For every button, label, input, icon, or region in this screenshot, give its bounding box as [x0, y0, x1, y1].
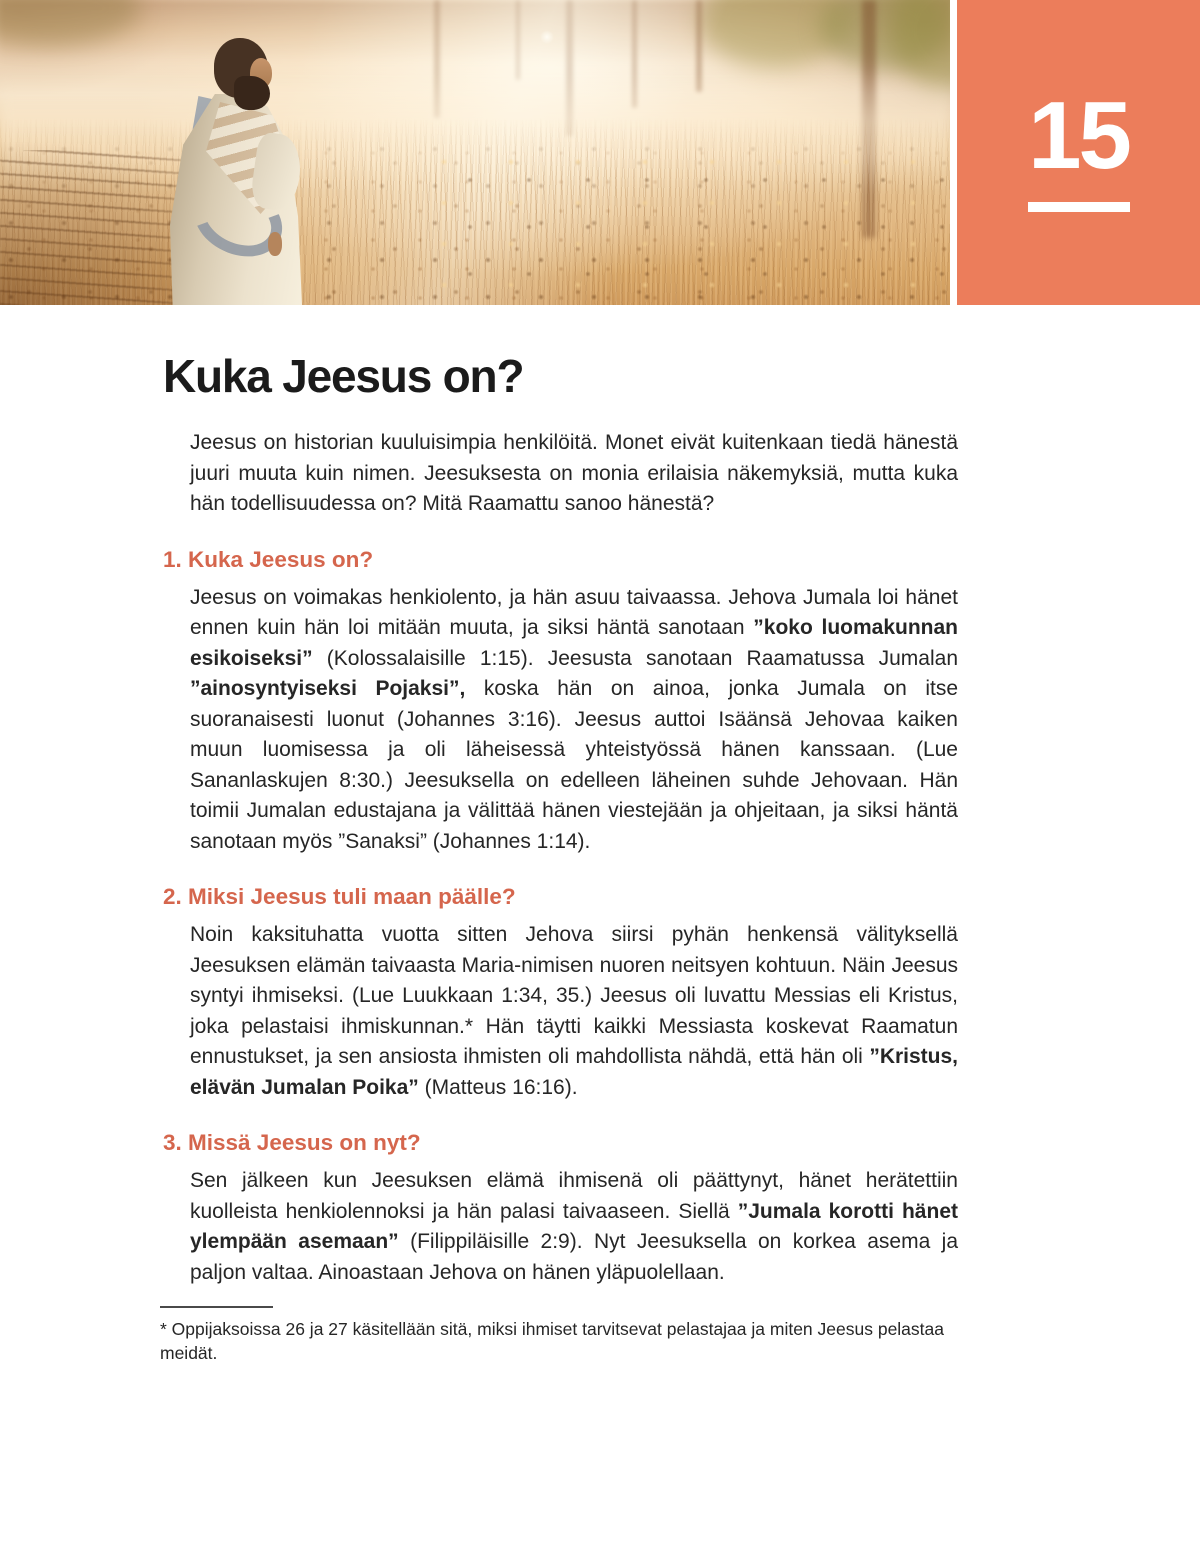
section-1-heading: 1. Kuka Jeesus on? — [163, 546, 374, 572]
chapter-underline — [1028, 202, 1130, 212]
beard — [234, 76, 270, 110]
section-3-paragraph: Sen jälkeen kun Jeesuksen elämä ihmisenä oli päättynyt, hänet herätettiin kuolleista henkiolennoksi ja hän palasi taivaaseen. Siellä ”Jumala korotti hänet ylempään asemaan” (Filippiläisille 2:9). Nyt Jeesuksella on korkea asema ja paljon valtaa. Ainoastaan Jehova on hänen yläpuolellaan. — [190, 1169, 959, 1284]
chapter-badge — [957, 0, 1200, 305]
section-3 — [0, 1130, 1200, 1288]
section-1-paragraph: Jeesus on voimakas henkiolento, ja hän asuu taivaassa. Jehova Jumala loi hänet ennen kuin hän loi mitään muuta, ja siksi häntä sanotaan ”koko luomakunnan esikoiseksi” (Kolossalaisille 1:15). Jeesusta sanotaan Raamatussa Jumalan ”ainosyntyiseksi Pojaksi”, koska hän on ainoa, jonka Jumala on itse suoranaisesti luonut (Johannes 3:16). Jeesus auttoi Isäänsä Jehovaa kaiken muun luomisessa ja oli läheisessä yhteistyössä hänen kanssaan. (Lue Sananlaskujen 8:30.) Jeesuksella on edelleen läheinen suhde Jehovaan. Hän toimii Jumalan edustajana ja välittää hänen viestejään ja ohjeitaan, ja siksi häntä sanotaan myös ”Sanaksi” (Johannes 1:14). — [190, 585, 958, 853]
section-2 — [0, 884, 1200, 1103]
section-1 — [0, 547, 1200, 858]
dark-grass-corner — [0, 0, 950, 305]
lesson-content — [0, 305, 1200, 1365]
footnote-divider — [160, 1306, 273, 1308]
page-title: Kuka Jeesus on? — [163, 350, 524, 402]
chapter-number: 15 — [1028, 82, 1129, 189]
intro-paragraph: Jeesus on historian kuuluisimpia henkilöitä. Monet eivät kuitenkaan tiedä hänestä juuri muuta kuin nimen. Jeesuksesta on monia erilaisia näkemyksiä, mutta kuka hän todellisuudessa on? Mitä Raamattu sanoo hänestä? — [190, 431, 958, 515]
page-header — [0, 0, 1200, 305]
footnote: * Oppijaksoissa 26 ja 27 käsitellään sitä, miksi ihmiset tarvitsevat pelastajaa ja miten Jeesus pelastaa meidät. — [160, 1319, 944, 1363]
hero-photo — [0, 0, 950, 305]
section-2-paragraph: Noin kaksituhatta vuotta sitten Jehova siirsi pyhän henkensä välityksellä Jeesuksen elämän taivaasta Maria-nimisen nuoren neitsyen kohtuun. Näin Jeesus syntyi ihmiseksi. (Lue Luukkaan 1:34, 35.) Jeesus oli luvattu Messias eli Kristus, joka pelastaisi ihmiskunnan.* Hän täytti kaikki Messiasta koskevat Raamatun ennustukset, ja sen ansiosta ihmisten oli mahdollista nähdä, että hän oli ”Kristus, elävän Jumalan Poika” (Matteus 16:16). — [190, 923, 958, 1099]
section-3-heading: 3. Missä Jeesus on nyt? — [163, 1130, 421, 1155]
hand — [268, 232, 282, 256]
section-2-heading: 2. Miksi Jeesus tuli maan päälle? — [163, 884, 516, 909]
jesus-figure — [162, 36, 312, 305]
